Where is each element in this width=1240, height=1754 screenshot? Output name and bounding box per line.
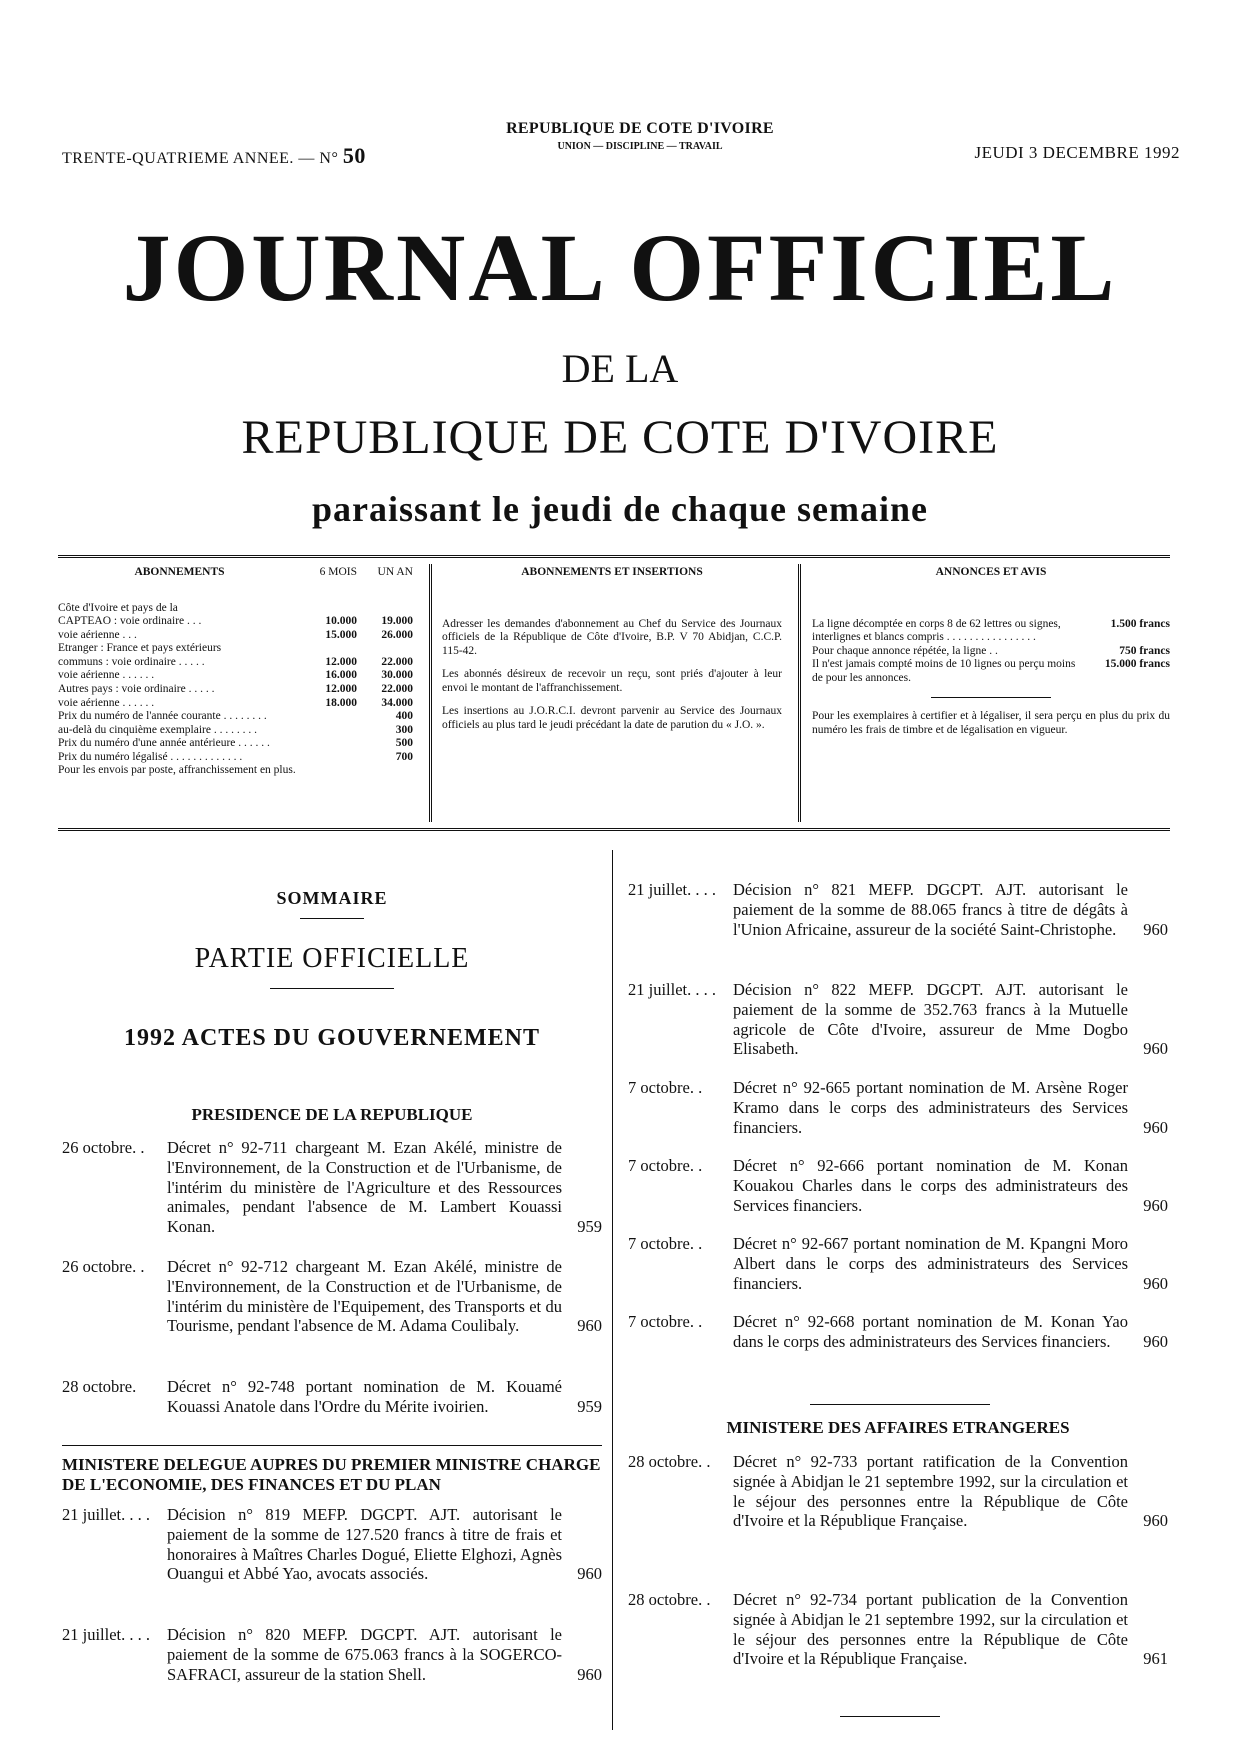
insertions-p3: Les insertions au J.O.R.C.I. devront parvenir au Service des Journaux officiels au plus tard le jeudi précédant la date de parution du « J.O. ». — [442, 705, 782, 731]
subscription-row: Pour les envois par poste, affranchissement en plus. — [58, 764, 296, 777]
list-item: 26 octobre. . Décret n° 92-712 chargeant M. Ezan Akélé, ministre de l'Environnement, de la Construction et de l'Urbanisme, de l'intérim du ministère de l'Equipement, des Transports et du Tourisme, pendant l'absence de M. Adama Coulibaly. 960 — [62, 1257, 602, 1336]
subscription-row: voie aérienne . . . . . . 18.000 34.000 — [58, 696, 413, 709]
subscription-row: CAPTEAO : voie ordinaire . . . 10.000 19.000 — [58, 615, 413, 628]
section-affaires-etrangeres: MINISTERE DES AFFAIRES ETRANGERES — [726, 1418, 1070, 1437]
subscription-row: Autres pays : voie ordinaire . . . . . 12.000 22.000 — [58, 682, 413, 695]
subscription-row: Etranger : France et pays extérieurs — [58, 642, 222, 655]
issue-info — [62, 143, 366, 169]
subscription-row: voie aérienne . . . 15.000 26.000 — [58, 628, 413, 641]
masthead-country: REPUBLIQUE DE COTE D'IVOIRE — [241, 411, 999, 464]
list-item: 7 octobre. . Décret n° 92-668 portant nomination de M. Konan Yao dans le corps des administrateurs des Services financiers. 960 — [628, 1312, 1168, 1351]
subscription-box — [58, 555, 1170, 831]
motto: UNION — DISCIPLINE — TRAVAIL — [557, 141, 723, 152]
box-divider — [798, 564, 801, 822]
list-item: 21 juillet. . . . Décision n° 820 MEFP. DGCPT. AJT. autorisant le paiement de la somme de 675.063 francs à la SOGERCO-SAFRACI, assureur de la station Shell. 960 — [62, 1625, 602, 1684]
subscription-row: Prix du numéro de l'année courante . . . . . . . . 400 — [58, 710, 413, 723]
sommaire-heading: SOMMAIRE — [276, 888, 388, 908]
col-unan: UN AN — [377, 566, 413, 578]
box-divider — [429, 564, 432, 822]
insertions-column — [442, 566, 782, 820]
insertions-title: ABONNEMENTS ET INSERTIONS — [521, 566, 703, 578]
section-presidence: PRESIDENCE DE LA REPUBLIQUE — [191, 1105, 473, 1124]
republic-name: REPUBLIQUE DE COTE D'IVOIRE — [506, 120, 774, 137]
list-item: 21 juillet. . . . Décision n° 819 MEFP. DGCPT. AJT. autorisant le paiement de la somme de 127.520 francs à titre de frais et honoraires à Maîtres Charles Dogué, Eliette Elghozi, Agnès Ouangui et Abbé Yao, avocats associés. 960 — [62, 1505, 602, 1584]
partie-heading: PARTIE OFFICIELLE — [194, 943, 470, 974]
year-text: TRENTE-QUATRIEME ANNEE. — N° — [62, 150, 339, 167]
issue-number: 50 — [342, 143, 366, 168]
annonces-title: ANNONCES ET AVIS — [935, 566, 1047, 578]
subscription-row: voie aérienne . . . . . . 16.000 30.000 — [58, 669, 413, 682]
masthead-title: JOURNAL OFFICIEL — [122, 214, 1118, 321]
annonces-rows — [812, 618, 1170, 686]
annonce-row: La ligne décomptée en corps 8 de 62 lettres ou signes, interlignes et blancs compris . . . . . . . . . . . . . . . . 1.500 francs — [812, 617, 1170, 644]
subscription-row: Prix du numéro d'une année antérieure . . . . . . 500 — [58, 737, 413, 750]
list-item: 28 octobre. . Décret n° 92-733 portant ratification de la Convention signée à Abidjan le 21 septembre 1992, sur la circulation et le séjour des personnes entre la République de Côte d'Ivoire et la République Française. 960 — [628, 1452, 1168, 1531]
list-item: 21 juillet. . . . Décision n° 821 MEFP. DGCPT. AJT. autorisant le paiement de la somme de 88.065 francs à titre de dégâts à l'Union Africaine, assureur de la société Saint-Christophe. 960 — [628, 880, 1168, 939]
abonnements-title: ABONNEMENTS — [134, 566, 225, 578]
subscription-row: communs : voie ordinaire . . . . . 12.000 22.000 — [58, 655, 413, 668]
actes-heading: 1992 ACTES DU GOUVERNEMENT — [123, 1025, 541, 1051]
insertions-p1: Adresser les demandes d'abonnement au Chef du Service des Journaux officiels de la République de Côte d'Ivoire, B.P. V 70 Abidjan, C.C.P. 115-42. — [442, 617, 782, 657]
list-item: 28 octobre. Décret n° 92-748 portant nomination de M. Kouamé Kouassi Anatole dans l'Ordre du Mérite ivoirien. 959 — [62, 1377, 602, 1416]
annonce-row: Il n'est jamais compté moins de 10 lignes ou perçu moins de pour les annonces. 15.000 francs — [812, 658, 1170, 684]
subscription-row: Prix du numéro légalisé . . . . . . . . . . . . . 700 — [58, 750, 413, 763]
column-separator — [612, 850, 613, 1730]
issue-date: JEUDI 3 DECEMBRE 1992 — [974, 143, 1180, 162]
subscription-row: au-delà du cinquième exemplaire . . . . . . . . 300 — [58, 723, 413, 736]
list-item: 7 octobre. . Décret n° 92-667 portant nomination de M. Kpangni Moro Albert dans le corps des administrateurs des Services financiers. 960 — [628, 1234, 1168, 1293]
list-item: 7 octobre. . Décret n° 92-665 portant nomination de M. Arsène Roger Kramo dans le corps des administrateurs des Services financiers. 960 — [628, 1078, 1168, 1137]
abonnements-column — [58, 566, 413, 820]
masthead-frequency: paraissant le jeudi de chaque semaine — [311, 489, 929, 529]
insertions-p2: Les abonnés désireux de recevoir un reçu, sont priés d'ajouter à leur envoi le montant de l'affranchissement. — [442, 668, 782, 694]
list-item: 28 octobre. . Décret n° 92-734 portant publication de la Convention signée à Abidjan le 21 septembre 1992, sur la circulation et le séjour des personnes entre la République de Côte d'Ivoire et la République Française. 961 — [628, 1590, 1168, 1669]
annonce-row: Pour chaque annonce répétée, la ligne . . 750 francs — [812, 644, 1170, 657]
list-item: 7 octobre. . Décret n° 92-666 portant nomination de M. Konan Kouakou Charles dans le corps des administrateurs des Services financiers. 960 — [628, 1156, 1168, 1215]
masthead-de-la: DE LA — [561, 346, 679, 391]
annonces-column — [812, 566, 1170, 820]
abonnements-rows — [58, 602, 413, 778]
republic-header — [440, 120, 840, 152]
list-item: 21 juillet. . . . Décision n° 822 MEFP. DGCPT. AJT. autorisant le paiement de la somme de 352.763 francs à la Mutuelle agricole de Côte d'Ivoire, assureur de Mme Dogbo Elisabeth. 960 — [628, 980, 1168, 1059]
list-item: 26 octobre. . Décret n° 92-711 chargeant M. Ezan Akélé, ministre de l'Environnement, de la Construction et de l'Urbanisme, de l'intérim du ministère de l'Agriculture et des Ressources animales, pendant l'absence de M. Lambert Kouassi Konan. 959 — [62, 1138, 602, 1237]
col-6mois: 6 MOIS — [319, 566, 357, 578]
section-ministere-delegue: MINISTERE DELEGUE AUPRES DU PREMIER MINISTRE CHARGE DE L'ECONOMIE, DES FINANCES ET DU PLAN — [62, 1455, 601, 1495]
subscription-row: Côte d'Ivoire et pays de la — [58, 601, 178, 614]
annonces-note: Pour les exemplaires à certifier et à légaliser, il sera perçu en plus du prix du numéro les frais de timbre et de légalisation en vigueur. — [812, 710, 1170, 736]
